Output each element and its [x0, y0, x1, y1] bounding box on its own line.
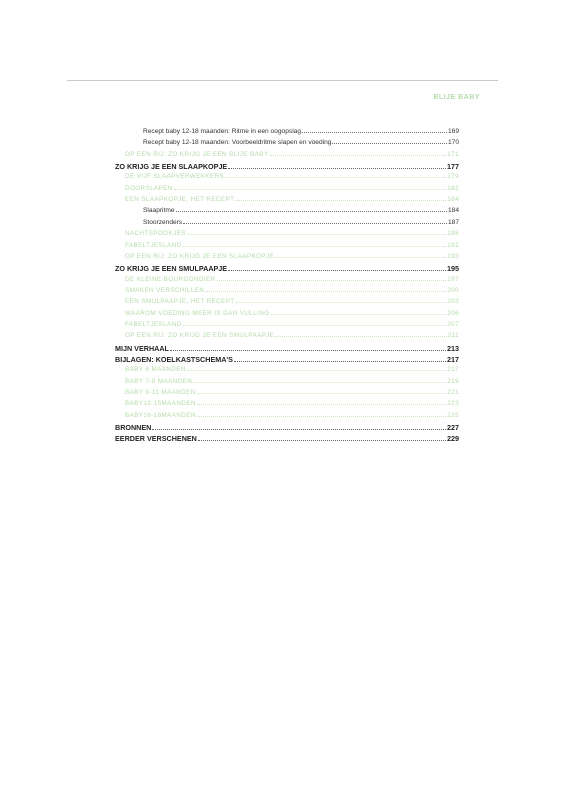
toc-entry-page: 193 [447, 252, 459, 260]
toc-entry-page: 200 [447, 286, 459, 294]
toc-leader-dots [236, 302, 447, 303]
toc-entry-page: 184 [447, 196, 459, 204]
toc-entry[interactable] [143, 219, 459, 226]
toc-leader-dots [205, 291, 446, 292]
toc-entry-page: 211 [447, 332, 459, 340]
toc-entry-page: 191 [447, 241, 459, 249]
toc-leader-dots [183, 223, 447, 224]
toc-entry-title: SMAKEN VERSCHILLEN [125, 286, 205, 294]
toc-entry-title: Recept baby 12-18 maanden: Voorbeeldritme slapen en voeding [143, 139, 332, 147]
toc-entry-title: BRONNEN [115, 423, 152, 433]
toc-entry-page: 203 [447, 298, 459, 306]
toc-entry-title: EEN SMULPAAPJE, HET RECEPT [125, 298, 235, 306]
toc-entry-title: Recept baby 12-18 maanden: Ritme in een oogopslag [143, 128, 301, 135]
toc-leader-dots [187, 234, 446, 235]
toc-entry-title: ZO KRIJG JE EEN SMULPAAPJE [115, 264, 228, 274]
toc-entry-title: DOORSLAPEN [125, 184, 173, 192]
toc-entry-page: 182 [447, 184, 459, 192]
toc-entry-title: BIJLAGEN: KOELKASTSCHEMA'S [115, 355, 233, 364]
toc-entry-title: MIJN VERHAAL [115, 343, 169, 353]
toc-entry[interactable] [115, 434, 459, 443]
toc-entry[interactable] [125, 378, 459, 385]
toc-entry-page: 217 [447, 355, 459, 364]
toc-leader-dots [271, 314, 447, 315]
toc-entry-title: Stoorzenders [143, 218, 183, 226]
toc-entry[interactable] [125, 400, 459, 407]
toc-entry-title: OP EEN RIJ: ZO KRIJG JE EEN BLIJE BABY [125, 150, 269, 158]
toc-entry-title: Slaapritme [143, 207, 175, 215]
toc-entry-title: BABY 9-11 MAANDEN [125, 389, 196, 397]
toc-leader-dots [275, 257, 446, 258]
toc-leader-dots [152, 429, 446, 430]
toc-leader-dots [234, 361, 446, 362]
toc-entry-page: 188 [447, 230, 459, 238]
toc-entry-title: WAAROM VOEDING MEER IS DAN VULLING [125, 309, 270, 317]
toc-entry-title: EERDER VERSCHENEN [115, 434, 197, 444]
toc-leader-dots [198, 440, 446, 441]
toc-entry-page: 221 [447, 389, 459, 397]
toc-entry[interactable] [125, 230, 459, 237]
toc-leader-dots [170, 350, 446, 351]
toc-entry[interactable] [125, 173, 459, 180]
toc-entry-page: 213 [447, 343, 459, 353]
toc-entry-page: 170 [447, 139, 459, 147]
toc-leader-dots [332, 143, 447, 144]
toc-entry[interactable] [125, 298, 459, 305]
toc-leader-dots [193, 382, 446, 383]
toc-entry[interactable] [143, 128, 459, 135]
toc-entry[interactable] [125, 310, 459, 317]
toc-leader-dots [235, 200, 446, 201]
toc-entry[interactable] [115, 355, 459, 364]
toc-entry[interactable] [125, 332, 459, 339]
toc-entry-title: ZO KRIJG JE EEN SLAAPKOPJE [115, 162, 228, 172]
toc-entry-page: 219 [447, 377, 459, 385]
toc-leader-dots [176, 211, 447, 212]
toc-leader-dots [174, 189, 447, 190]
toc-entry[interactable] [143, 207, 459, 214]
toc-entry[interactable] [125, 196, 459, 203]
toc-leader-dots [302, 132, 447, 133]
toc-entry-page: 169 [447, 128, 459, 135]
toc-entry-page: 195 [447, 264, 459, 274]
toc-leader-dots [197, 404, 446, 405]
toc-leader-dots [197, 416, 446, 417]
toc-leader-dots [197, 393, 447, 394]
toc-entry-page: 223 [447, 400, 459, 408]
toc-entry-page: 217 [447, 366, 459, 374]
toc-entry-title: DE KLEINE BOURGONDIER [125, 275, 216, 283]
toc-leader-dots [225, 177, 446, 178]
toc-entry-title: BABY 7-8 MAANDEN [125, 377, 193, 385]
toc-entry-page: 179 [447, 173, 459, 181]
toc-leader-dots [217, 280, 447, 281]
toc-leader-dots [228, 168, 446, 169]
toc-entry[interactable] [125, 276, 459, 283]
toc-entry[interactable] [125, 185, 459, 192]
toc-entry-page: 184 [447, 207, 459, 215]
toc-entry-page: 225 [447, 411, 459, 419]
toc-entry-title: BABY16-18MAANDEN [125, 411, 196, 419]
toc-entry[interactable] [125, 151, 459, 158]
toc-entry-title: FABELTJESLAND [125, 320, 182, 328]
toc-entry[interactable] [125, 287, 459, 294]
running-header: BLIJE BABY [433, 94, 480, 101]
toc-entry[interactable] [115, 264, 459, 273]
toc-leader-dots [187, 370, 447, 371]
toc-entry-page: 171 [447, 150, 459, 158]
toc-entry[interactable] [115, 344, 459, 353]
toc-entry-page: 206 [447, 309, 459, 317]
toc-leader-dots [183, 246, 447, 247]
toc-entry[interactable] [125, 412, 459, 419]
toc-leader-dots [183, 325, 447, 326]
toc-entry[interactable] [125, 242, 459, 249]
toc-entry-page: 187 [447, 218, 459, 226]
toc-leader-dots [270, 155, 447, 156]
toc-entry[interactable] [115, 162, 459, 171]
toc-entry-title: FABELTJESLAND [125, 241, 182, 249]
toc-entry-title: OP EEN RIJ: ZO KRIJG JE EEN SMULPAAPJE [125, 332, 275, 340]
toc-entry-title: OP EEN RIJ: ZO KRIJG JE EEN SLAAPKOPJE [125, 252, 275, 260]
toc-entry-page: 207 [447, 320, 459, 328]
toc-entry-title: EEN SLAAPKOPJE, HET RECEPT [125, 196, 235, 204]
toc-entry-title: DE VIJF SLAAPVERWEKKERS [125, 173, 225, 181]
toc-leader-dots [228, 270, 446, 271]
toc-entry[interactable] [115, 423, 459, 432]
toc-entry[interactable] [143, 139, 459, 146]
toc-entry-title: NACHTSPOOKJES [125, 230, 186, 238]
toc-entry[interactable] [125, 321, 459, 328]
toc-entry[interactable] [125, 366, 459, 373]
toc-entry-title: BABY 6 MAANDEN [125, 366, 186, 374]
toc-entry[interactable] [125, 253, 459, 260]
toc-entry-page: 197 [447, 275, 459, 283]
toc-entry-page: 177 [447, 162, 459, 172]
toc-entry-page: 227 [447, 423, 459, 433]
toc-leader-dots [275, 336, 446, 337]
toc-entry-page: 229 [447, 434, 459, 444]
header-rule [67, 80, 498, 81]
toc-entry[interactable] [125, 389, 459, 396]
toc-entry-title: BABY12-15MAANDEN [125, 400, 196, 408]
